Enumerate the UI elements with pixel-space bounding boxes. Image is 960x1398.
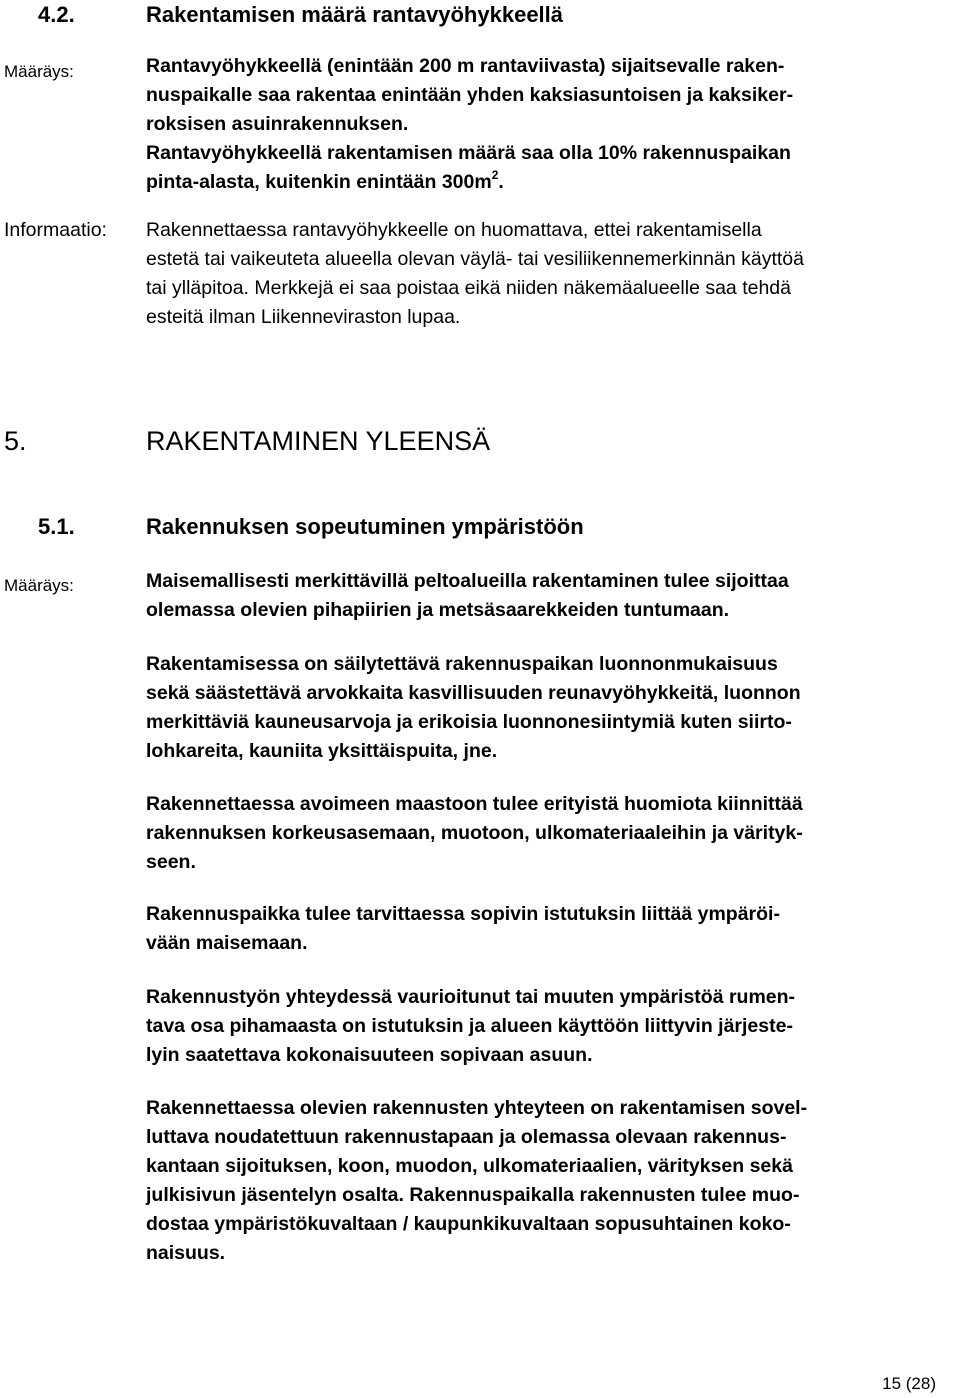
text-line: Rantavyöhykkeellä (enintään 200 m rantaviivasta) sijaitsevalle raken- [146,55,785,77]
text-line: kantaan sijoituksen, koon, muodon, ulkomateriaalien, värityksen sekä [146,1155,793,1177]
text-line: luttava noudatettuun rakennustapaan ja olemassa olevaan rakennus- [146,1126,787,1148]
text-line: Maisemallisesti merkittävillä peltoalueilla rakentaminen tulee sijoittaa [146,570,789,592]
paragraph [146,900,946,958]
text-line: esteitä ilman Liikenneviraston lupaa. [146,306,461,328]
paragraph [146,567,946,625]
text-line: roksisen asuinrakennuksen. [146,113,409,135]
section-number: 4.2. [38,2,75,27]
text-line: lohkareita, kauniita yksittäispuita, jne. [146,740,498,762]
text-line: tai ylläpitoa. Merkkejä ei saa poistaa eikä niiden näkemäalueelle saa tehdä [146,277,791,299]
section-title: Rakennuksen sopeutuminen ympäristöön [146,514,584,539]
superscript: 2 [491,168,499,182]
paragraph [146,650,946,766]
paragraph [146,790,946,877]
text-line: Rakennettaessa rantavyöhykkeelle on huomattava, ettei rakentamisella [146,219,762,241]
text-line: Rantavyöhykkeellä rakentamisen määrä saa olla 10% rakennuspaikan [146,142,791,164]
informaatio-label: Informaatio: [4,219,107,241]
page-number: 15 (28) [882,1374,936,1393]
text-line: julkisivun jäsentelyn osalta. Rakennuspaikalla rakennusten tulee muo- [146,1184,800,1206]
text-line: Rakennettaessa avoimeen maastoon tulee erityistä huomiota kiinnittää [146,793,803,815]
chapter-number: 5. [4,426,27,456]
text-line [146,168,946,197]
section-title: Rakentamisen määrä rantavyöhykkeellä [146,2,564,27]
text-line: naisuus. [146,1242,226,1264]
maarays-label: Määräys: [4,62,74,81]
section-number: 5.1. [38,514,75,539]
text-line: Rakennuspaikka tulee tarvittaessa sopivin istutuksin liittää ympäröi- [146,903,780,925]
text-line: vään maisemaan. [146,932,308,954]
text-line: Rakentamisessa on säilytettävä rakennuspaikan luonnonmukaisuus [146,653,778,675]
maarays-text [146,52,946,197]
text-fragment: pinta-alasta, kuitenkin enintään 300m [146,171,492,193]
text-line: merkittäviä kauneusarvoja ja erikoisia luonnonesiintymiä kuten siirto- [146,711,792,733]
text-line: olemassa olevien pihapiirien ja metsäsaarekkeiden tuntumaan. [146,599,730,621]
text-line: seen. [146,851,196,873]
paragraph [146,1094,946,1268]
informaatio-text [146,216,946,332]
chapter-title: RAKENTAMINEN YLEENSÄ [146,426,491,456]
text-line: rakennuksen korkeusasemaan, muotoon, ulkomateriaaleihin ja värityk- [146,822,803,844]
text-line: Rakennustyön yhteydessä vaurioitunut tai muuten ympäristöä rumen- [146,986,796,1008]
maarays-label: Määräys: [4,576,74,595]
text-line: lyin saatettava kokonaisuuteen sopivaan asuun. [146,1044,593,1066]
text-line: sekä säästettävä arvokkaita kasvillisuuden reunavyöhykkeitä, luonnon [146,682,801,704]
text-line: tava osa pihamaasta on istutuksin ja alueen käyttöön liittyvin järjeste- [146,1015,793,1037]
text-line: nuspaikalle saa rakentaa enintään yhden kaksiasuntoisen ja kaksiker- [146,84,794,106]
text-line: dostaa ympäristökuvaltaan / kaupunkikuvaltaan sopusuhtainen koko- [146,1213,791,1235]
text-line: Rakennettaessa olevien rakennusten yhteyteen on rakentamisen sovel- [146,1097,808,1119]
text-line: estetä tai vaikeuteta alueella olevan väylä- tai vesiliikennemerkinnän käyttöä [146,248,804,270]
paragraph [146,983,946,1070]
text-fragment: . [498,171,504,193]
